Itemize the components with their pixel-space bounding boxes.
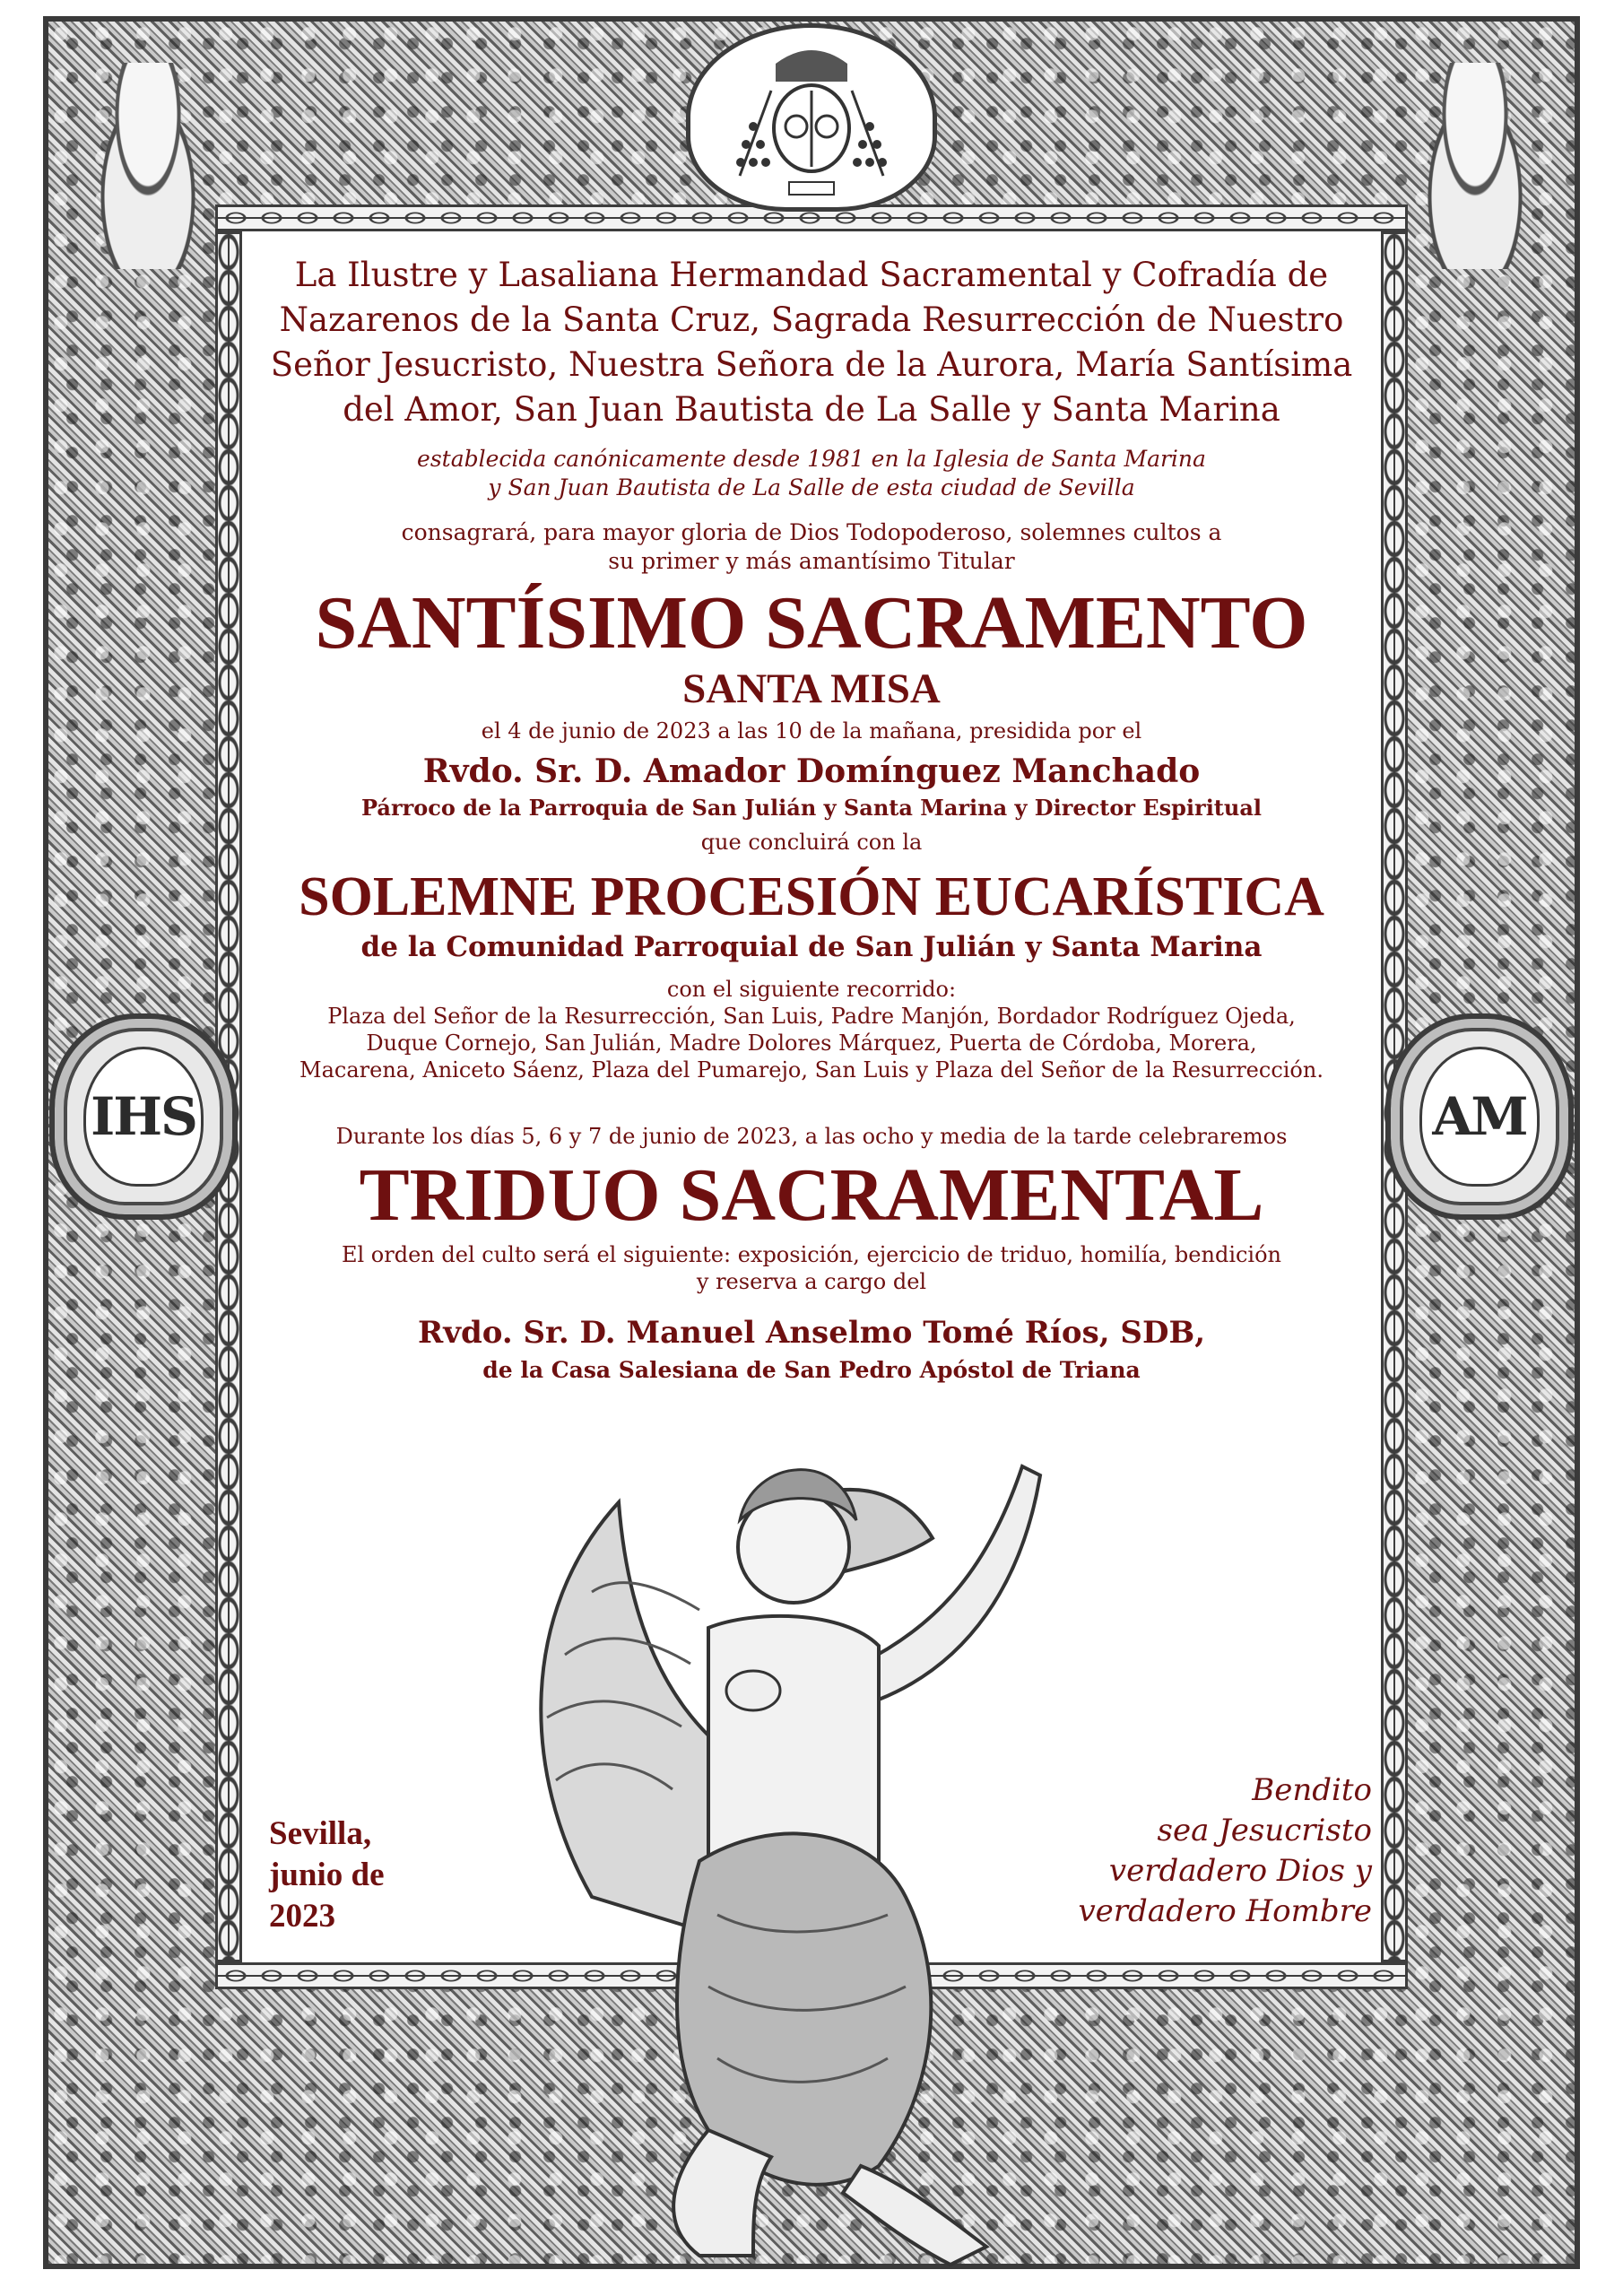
- canonical-line: establecida canónicamente desde 1981 en la Iglesia de Santa Marina: [417, 446, 1206, 472]
- ihs-monogram-icon: [49, 1013, 238, 1220]
- brotherhood-name-line: Nazarenos de la Santa Cruz, Sagrada Resurrección de Nuestro: [279, 300, 1344, 339]
- place-date: [269, 1813, 466, 1937]
- route-list: [242, 1003, 1381, 1083]
- triduo-intro: Durante los días 5, 6 y 7 de junio de 2023, a las ocho y media de la tarde celebraremos: [335, 1124, 1288, 1149]
- brotherhood-name: [242, 253, 1381, 432]
- cherub-icon: [1412, 63, 1538, 269]
- brotherhood-name-line: La Ilustre y Lasaliana Hermandad Sacramental y Cofradía de: [294, 256, 1329, 294]
- consecration-text: [242, 518, 1381, 576]
- motto-line: Bendito: [1252, 1772, 1372, 1808]
- place-date-line: Sevilla,: [269, 1815, 372, 1852]
- brotherhood-name-line: Señor Jesucristo, Nuestra Señora de la Aurora, María Santísima: [270, 345, 1353, 384]
- triduo-heading: TRIDUO SACRAMENTAL: [359, 1153, 1264, 1237]
- place-date-line: junio de: [269, 1857, 385, 1893]
- triduo-celebrant: Rvdo. Sr. D. Manuel Anselmo Tomé Ríos, SDB,: [417, 1315, 1206, 1351]
- consecration-line: consagrará, para mayor gloria de Dios Todopoderoso, solemnes cultos a: [401, 519, 1222, 545]
- triduo-order: [242, 1241, 1381, 1295]
- santa-misa-heading: SANTA MISA: [682, 665, 941, 712]
- procesion-heading: SOLEMNE PROCESIÓN EUCARÍSTICA: [299, 866, 1324, 927]
- cardinal-coat-of-arms-icon: [686, 23, 937, 212]
- route-line: Plaza del Señor de la Resurrección, San Luis, Padre Manjón, Bordador Rodríguez Ojeda,: [327, 1004, 1296, 1029]
- misa-celebrant: Rvdo. Sr. D. Amador Domínguez Manchado: [422, 752, 1201, 790]
- motto-line: sea Jesucristo: [1157, 1813, 1372, 1848]
- misa-date-line: el 4 de junio de 2023 a las 10 de la mañana, presidida por el: [481, 718, 1142, 744]
- route-intro: con el siguiente recorrido:: [666, 977, 957, 1002]
- canonical-establishment: [242, 445, 1381, 502]
- misa-celebrant-role: Párroco de la Parroquia de San Julián y Santa Marina y Director Espiritual: [360, 795, 1263, 821]
- procesion-community: de la Comunidad Parroquial de San Julián y Santa Marina: [360, 931, 1263, 963]
- order-line: y reserva a cargo del: [696, 1269, 927, 1294]
- ihs-monogram: IHS: [83, 1047, 204, 1187]
- canonical-line: y San Juan Bautista de La Salle de esta ciudad de Sevilla: [488, 474, 1135, 500]
- triduo-celebrant-role: de la Casa Salesiana de San Pedro Apóstol de Triana: [482, 1357, 1141, 1383]
- motto: [1031, 1770, 1372, 1932]
- brotherhood-name-line: del Amor, San Juan Bautista de La Salle y Santa Marina: [343, 390, 1280, 429]
- consecration-line: su primer y más amantísimo Titular: [608, 548, 1015, 574]
- route-line: Macarena, Aniceto Sáenz, Plaza del Pumarejo, San Luis y Plaza del Señor de la Resurrección.: [299, 1057, 1324, 1083]
- concluira-line: que concluirá con la: [700, 830, 923, 855]
- cherub-icon: [85, 63, 211, 269]
- ave-maria-monogram: AM: [1419, 1047, 1540, 1187]
- motto-line: verdadero Hombre: [1078, 1893, 1372, 1929]
- titular-heading: SANTÍSIMO SACRAMENTO: [315, 581, 1308, 665]
- route-line: Duque Cornejo, San Julián, Madre Dolores Márquez, Puerta de Córdoba, Morera,: [366, 1031, 1257, 1056]
- motto-line: verdadero Dios y: [1108, 1853, 1372, 1889]
- ave-maria-monogram-icon: [1385, 1013, 1574, 1220]
- order-line: El orden del culto será el siguiente: exposición, ejercicio de triduo, homilía, bendición: [341, 1242, 1282, 1267]
- place-date-line: 2023: [269, 1898, 335, 1935]
